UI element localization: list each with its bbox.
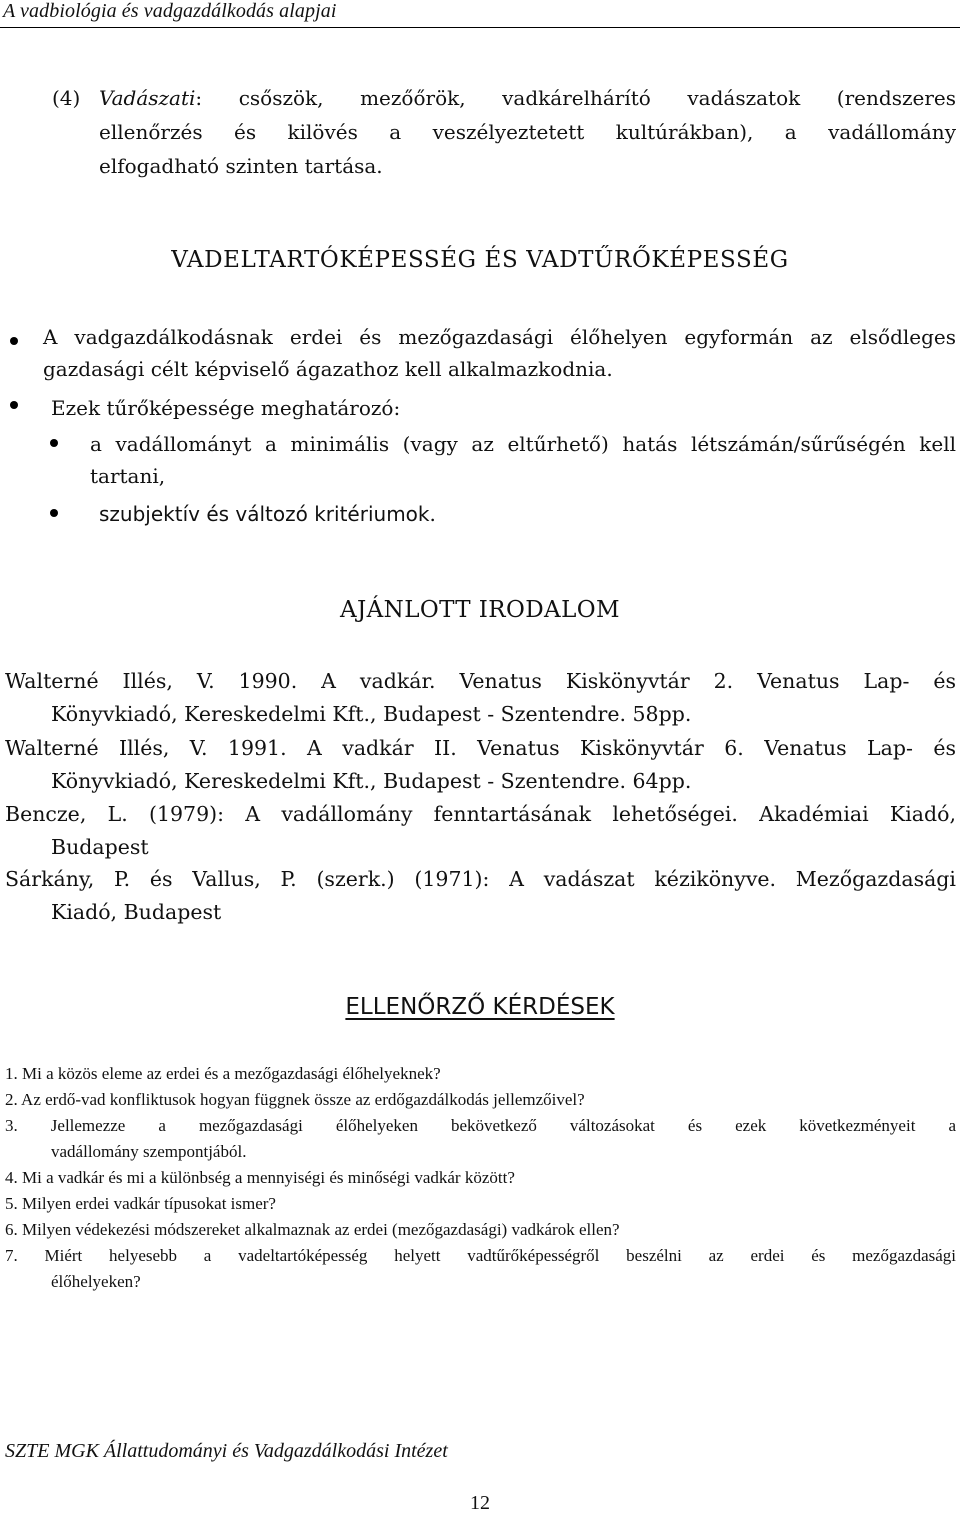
- question-item: [5, 1191, 956, 1217]
- bullet-item: A vadgazdálkodásnak erdei és mezőgazdasági élőhelyen egyformán az elsődleges gazdasági célt képviselő ágazathoz kell alkalmazkodnia.: [43, 325, 956, 381]
- reference-line: Budapest: [51, 835, 149, 859]
- item-number: (4): [52, 86, 81, 110]
- reference-item: [5, 798, 956, 864]
- question-text: 2. Az erdő-vad konfliktusok hogyan függnek össze az erdőgazdálkodás jellemzőivel?: [5, 1090, 585, 1109]
- bullet-tail: .: [429, 502, 436, 526]
- reference-item: [5, 665, 956, 731]
- reference-line: Könyvkiadó, Kereskedelmi Kft., Budapest - Szentendre. 58pp.: [51, 702, 692, 726]
- item-term: Vadászati: [99, 86, 196, 110]
- question-item: [5, 1113, 956, 1165]
- bullet-item: Ezek tűrőképessége meghatározó:: [51, 396, 401, 420]
- question-text: 5. Milyen erdei vadkár típusokat ismer?: [5, 1194, 276, 1213]
- bullet-icon: [50, 439, 58, 447]
- bullet-icon: [10, 337, 18, 345]
- question-text: 6. Milyen védekezési módszereket alkalmaznak az erdei (mezőgazdasági) vadkárok ellen?: [5, 1220, 620, 1239]
- reference-line: Walterné Illés, V. 1990. A vadkár. Venatus Kiskönyvtár 2. Venatus Lap- és: [5, 669, 956, 693]
- question-item: [5, 1243, 956, 1295]
- sub-bullet-item: [99, 498, 949, 530]
- section-heading-vadeltartokepesseg: VADELTARTÓKÉPESSÉG ÉS VADTŰRŐKÉPESSÉG: [171, 247, 789, 273]
- section-heading-ajanlott-irodalom: AJÁNLOTT IRODALOM: [340, 597, 620, 623]
- question-item: [5, 1165, 956, 1191]
- header-rule: [0, 27, 960, 28]
- section-heading-ellenorzo-kerdesek: ELLENŐRZŐ KÉRDÉSEK: [345, 994, 615, 1020]
- question-text: 1. Mi a közös eleme az erdei és a mezőgazdasági élőhelyeknek?: [5, 1064, 441, 1083]
- bullet-icon: [50, 509, 58, 517]
- reference-line: Walterné Illés, V. 1991. A vadkár II. Venatus Kiskönyvtár 6. Venatus Lap- és: [5, 736, 956, 760]
- question-text: 4. Mi a vadkár és mi a különbség a mennyiségi és minőségi vadkár között?: [5, 1168, 515, 1187]
- bullet-bold-text: szubjektív és változó kritériumok: [99, 502, 430, 526]
- item-line1: : csőszök, mezőőrök, vadkárelhárító vadászatok (rendszeres: [195, 86, 956, 110]
- question-item: [5, 1217, 956, 1243]
- footer-institute: SZTE MGK Állattudományi és Vadgazdálkodási Intézet: [5, 1440, 448, 1462]
- page-number: 12: [470, 1492, 490, 1514]
- sub-bullet-item: a vadállományt a minimális (vagy az eltűrhető) hatás létszámán/sűrűségén kell tartani,: [90, 432, 956, 488]
- reference-line: Könyvkiadó, Kereskedelmi Kft., Budapest - Szentendre. 64pp.: [51, 769, 692, 793]
- reference-line: Bencze, L. (1979): A vadállomány fenntartásának lehetőségei. Akadémiai Kiadó,: [5, 802, 956, 826]
- question-text: 3. Jellemezze a mezőgazdasági élőhelyeken bekövetkező változásokat és ezek következményeit a: [5, 1116, 956, 1135]
- question-text: élőhelyeken?: [51, 1272, 141, 1291]
- question-text: 7. Miért helyesebb a vadeltartóképesség helyett vadtűrőképességről beszélni az erdei és mezőgazdasági: [5, 1246, 956, 1265]
- question-item: [5, 1087, 956, 1113]
- item-line3: elfogadható szinten tartása.: [99, 154, 383, 178]
- item-line2: ellenőrzés és kilövés a veszélyeztetett kultúrákban), a vadállomány: [99, 120, 956, 144]
- reference-line: Kiadó, Budapest: [51, 900, 222, 924]
- question-text: vadállomány szempontjából.: [51, 1142, 247, 1161]
- reference-item: [5, 732, 956, 798]
- bullet-icon: [10, 401, 18, 409]
- question-item: [5, 1061, 956, 1087]
- vadaszati-item: [52, 81, 956, 183]
- reference-line: Sárkány, P. és Vallus, P. (szerk.) (1971): A vadászat kézikönyve. Mezőgazdasági: [5, 867, 956, 891]
- running-header: A vadbiológia és vadgazdálkodás alapjai: [3, 0, 337, 22]
- reference-item: [5, 863, 956, 929]
